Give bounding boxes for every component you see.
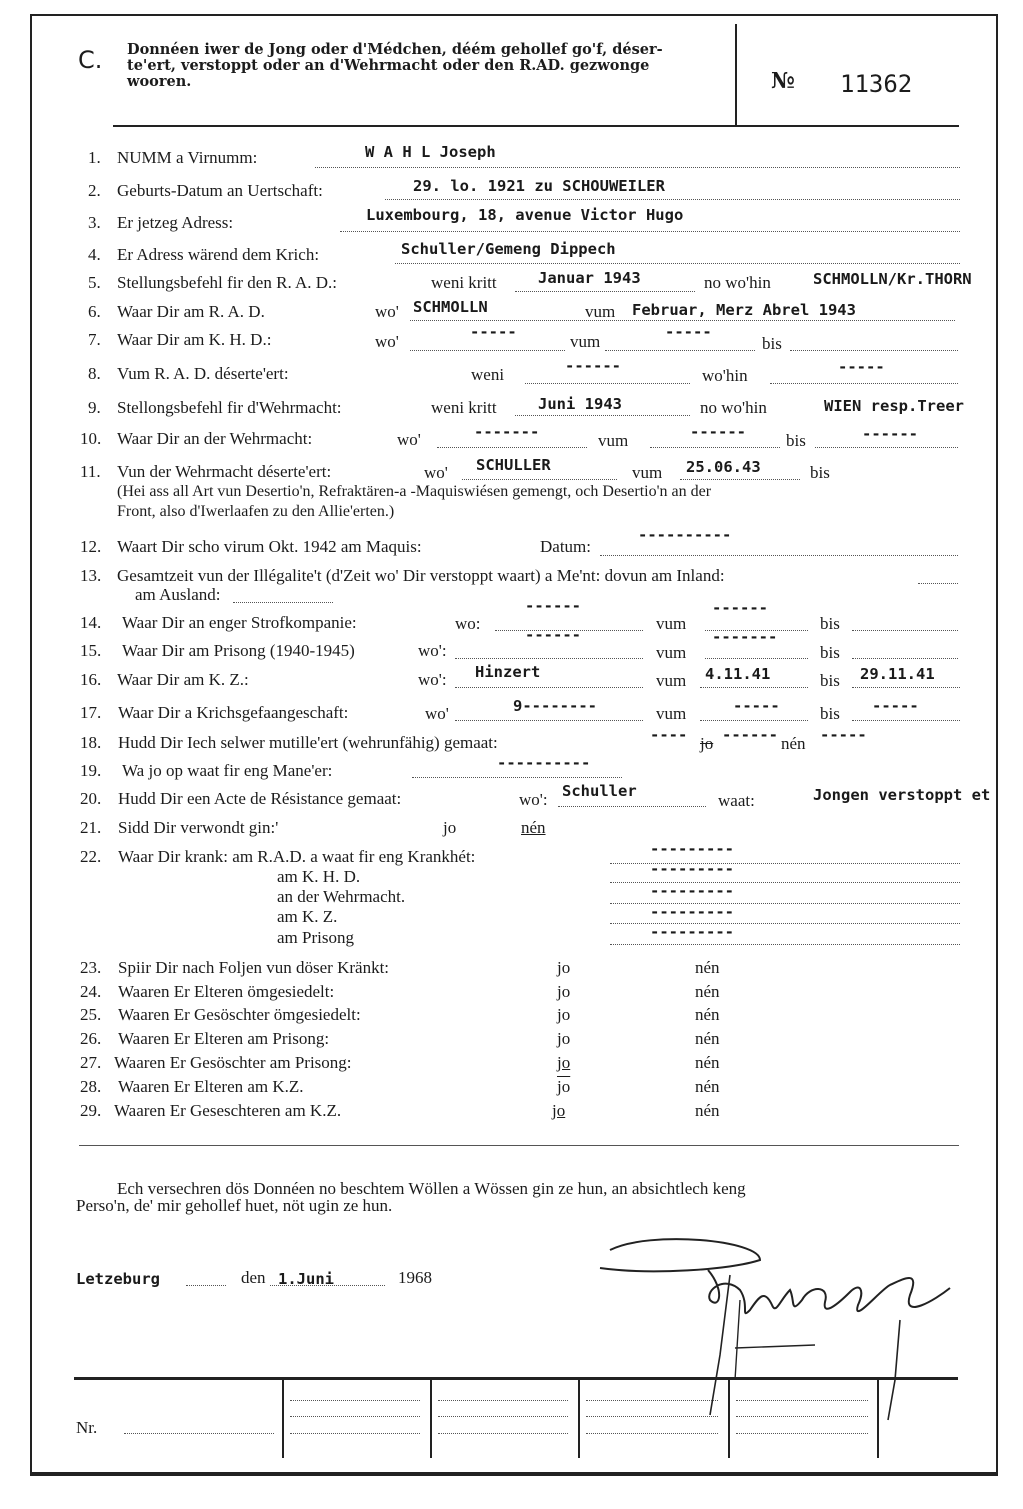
field-label-siblings-kz: Waaren Er Geseschteren am K.Z. xyxy=(114,1101,342,1120)
field-label-siblings-resettled: Waaren Er Gesöschter ömgesiedelt: xyxy=(118,1005,361,1024)
field-label-pow: Waar Dir a Krichsgefaangeschaft: xyxy=(118,703,349,722)
fill-line xyxy=(600,555,958,556)
fill-line xyxy=(410,320,955,321)
no-option: nén xyxy=(695,1077,720,1096)
fill-line xyxy=(610,944,960,945)
fill-line xyxy=(650,447,780,448)
fill-line xyxy=(438,1433,568,1434)
fill-line xyxy=(815,447,958,448)
to-label: bis xyxy=(762,334,782,353)
row-number: 29. xyxy=(80,1101,102,1120)
when-label: weni xyxy=(471,365,505,384)
field-label-khd: Waar Dir am K. H. D.: xyxy=(117,330,272,349)
from-label: vum xyxy=(656,671,687,690)
declaration-line-1: Ech versechren dös Donnéen no beschtem Wöllen a Wössen gin ze hun, an absichtlech keng xyxy=(117,1179,746,1198)
year-value: 1968 xyxy=(398,1268,432,1287)
row-number: 19. xyxy=(80,761,102,780)
fill-line xyxy=(315,167,960,168)
fill-line xyxy=(852,720,960,721)
row-number: 27. xyxy=(80,1053,102,1072)
fill-line xyxy=(700,720,808,721)
row-number: 20. xyxy=(80,789,102,808)
date-value: 1.Juni xyxy=(278,1270,334,1288)
fill-line xyxy=(605,350,755,351)
title-line-3: wooren. xyxy=(127,73,192,90)
field-value-maquis-date: ---------- xyxy=(638,526,732,544)
row-number: 10. xyxy=(80,429,102,448)
field-value-war-address: Schuller/Gemeng Dippech xyxy=(401,240,616,258)
sick-sub-wehrmacht: an der Wehrmacht. xyxy=(277,887,406,906)
field-value-birth: 29. lo. 1921 zu SCHOUWEILER xyxy=(413,177,665,195)
from-label: vum xyxy=(585,302,616,321)
dash: --------- xyxy=(650,840,734,858)
yes-option: jo xyxy=(557,1029,571,1048)
field-value-rad-place: SCHMOLLN xyxy=(413,298,488,316)
field-value-kz-to: 29.11.41 xyxy=(860,665,935,683)
field-value-prison-place: ------ xyxy=(525,626,581,644)
field-label-sick: Waar Dir krank: am R.A.D. a waat fir eng Krankhét: xyxy=(118,847,476,866)
field-value-resistance-place: Schuller xyxy=(562,782,637,800)
den-label: den xyxy=(241,1268,266,1287)
field-label-rad: Waar Dir am R. A. D. xyxy=(117,302,265,321)
field-value-rad-order-date: Januar 1943 xyxy=(538,269,641,287)
field-value-pow-from: ----- xyxy=(733,697,780,715)
field-label-manner: Wa jo op waat fir eng Mane'er: xyxy=(122,761,333,780)
no-option: nén xyxy=(695,1101,720,1120)
field-value-pow-place: 9-------- xyxy=(513,697,597,715)
field-label-birth: Geburts-Datum an Uertschaft: xyxy=(117,181,323,200)
field-label-mutilation: Hudd Dir Iech selwer mutille'ert (wehrunfähig) gemaat: xyxy=(118,733,498,752)
no-option: nén xyxy=(695,1029,720,1048)
field-value-desert-date: 25.06.43 xyxy=(686,458,761,476)
to-label: bis xyxy=(810,463,830,482)
nr-label: Nr. xyxy=(76,1418,98,1437)
field-value-wehrmacht-to: ------ xyxy=(862,425,918,443)
field-value-manner: ---------- xyxy=(497,754,591,772)
table-divider xyxy=(877,1378,879,1458)
table-divider xyxy=(282,1378,284,1458)
fill-line xyxy=(385,199,960,200)
fill-line xyxy=(233,602,333,603)
field-label-rad-desert: Vum R. A. D. déserte'ert: xyxy=(117,364,289,383)
yes-option: jo xyxy=(557,1005,571,1024)
fill-line xyxy=(852,630,958,631)
fill-line xyxy=(340,231,960,232)
fill-line xyxy=(770,383,958,384)
field-value-wehrmacht-order-place: WIEN resp.Treer xyxy=(824,397,964,415)
field-value-address: Luxembourg, 18, avenue Victor Hugo xyxy=(366,206,684,224)
when-label: weni kritt xyxy=(431,273,497,292)
field-value-kz-from: 4.11.41 xyxy=(705,665,771,683)
fill-line xyxy=(290,1433,420,1434)
from-label: vum xyxy=(656,614,687,633)
fill-line xyxy=(700,687,808,688)
row-number: 1. xyxy=(88,148,101,167)
fill-line xyxy=(705,658,808,659)
field-value-khd-from: ----- xyxy=(665,323,712,341)
what-label: waat: xyxy=(718,791,755,810)
field-value-khd-place: ----- xyxy=(470,323,517,341)
sick-sub-prison: am Prisong xyxy=(277,928,354,947)
field-value-prison-from: ------- xyxy=(712,628,778,646)
row-number: 25. xyxy=(80,1005,102,1024)
where-label: wo' xyxy=(424,463,448,482)
yes-option: jo xyxy=(700,734,714,753)
dash: --------- xyxy=(650,903,734,921)
field-label-parents-prison: Waaren Er Elteren am Prisong: xyxy=(118,1029,330,1048)
note-line-1: (Hei ass all Art vun Desertio'n, Refraktären-a -Maquiswiésen gemengt, och Desertio'n an der xyxy=(117,483,712,500)
row-number: 4. xyxy=(88,245,101,264)
sick-sub-kz: am K. Z. xyxy=(277,907,338,926)
note-line-2: Front, also d'Iwerlaafen zu den Allie'erten.) xyxy=(117,503,395,520)
sick-sub-khd: am K. H. D. xyxy=(277,867,361,886)
row-number: 14. xyxy=(80,613,102,632)
row-number: 23. xyxy=(80,958,102,977)
fill-line xyxy=(515,415,690,416)
row-number: 7. xyxy=(88,330,101,349)
where-label: wo' xyxy=(425,704,449,723)
from-label: vum xyxy=(632,463,663,482)
dash: --------- xyxy=(650,860,734,878)
field-value-penal-place: ------ xyxy=(525,597,581,615)
row-number: 8. xyxy=(88,364,101,383)
dash: ------ xyxy=(722,726,778,744)
field-label-penal: Waar Dir an enger Strofkompanie: xyxy=(122,613,357,632)
fill-line xyxy=(438,1400,568,1401)
row-number: 15. xyxy=(80,641,102,660)
from-label: vum xyxy=(570,332,601,351)
field-label-wounded: Sidd Dir verwondt gin:' xyxy=(118,818,279,837)
row-number: 9. xyxy=(88,398,101,417)
to-label: bis xyxy=(820,614,840,633)
fill-line xyxy=(918,583,958,584)
yes-option: jo xyxy=(443,818,457,837)
dash: ----- xyxy=(820,726,867,744)
field-label-siblings-prison: Waaren Er Gesöschter am Prisong: xyxy=(114,1053,352,1072)
yes-option: jo xyxy=(557,958,571,977)
where-label: wo' xyxy=(375,332,399,351)
row-number: 26. xyxy=(80,1029,102,1048)
from-label: vum xyxy=(598,431,629,450)
field-value-rad-desert-place: ----- xyxy=(838,358,885,376)
field-value-rad-period: Februar, Merz Abrel 1943 xyxy=(632,301,856,319)
table-divider xyxy=(728,1378,730,1458)
to-label: bis xyxy=(820,704,840,723)
fill-line xyxy=(852,658,958,659)
field-label-war-address: Er Adress wärend dem Krich: xyxy=(117,245,320,264)
fill-line xyxy=(455,658,643,659)
row-number: 11. xyxy=(80,462,101,481)
form-number: 11362 xyxy=(840,70,913,98)
fill-line xyxy=(736,1400,868,1401)
fill-line xyxy=(290,1416,420,1417)
field-value-desert-place: SCHULLER xyxy=(476,456,551,474)
yes-option: jo xyxy=(557,982,571,1001)
form-title xyxy=(127,42,722,90)
field-label-after-effects: Spiir Dir nach Foljen vun döser Kränkt: xyxy=(118,958,390,977)
header-rule xyxy=(113,125,959,127)
dash: ---- xyxy=(650,726,688,744)
dash: --------- xyxy=(650,923,734,941)
field-label-kz: Waar Dir am K. Z.: xyxy=(117,670,249,689)
field-label-name: NUMM a Virnumm: xyxy=(117,148,258,167)
date-label: Datum: xyxy=(540,537,591,556)
where-label: wo: xyxy=(455,614,481,633)
row-number: 18. xyxy=(80,733,102,752)
fill-line xyxy=(455,687,643,688)
no-option: nén xyxy=(695,1005,720,1024)
where-label: wo': xyxy=(519,790,548,809)
field-label-resistance: Hudd Dir een Acte de Résistance gemaat: xyxy=(118,789,402,808)
fill-line xyxy=(438,1416,568,1417)
field-value-wehrmacht-order-date: Juni 1943 xyxy=(538,395,622,413)
section-rule xyxy=(79,1145,959,1146)
field-value-resistance-what: Jongen verstoppt et xyxy=(813,786,991,804)
no-option: nén xyxy=(521,818,546,837)
row-number: 5. xyxy=(88,273,101,292)
fill-line xyxy=(186,1285,226,1286)
row-number: 16. xyxy=(80,670,102,689)
fill-line xyxy=(586,1416,718,1417)
yes-option: $\overline{jo}$ xyxy=(557,1077,571,1096)
no-option: nén xyxy=(695,982,720,1001)
row-number: 2. xyxy=(88,181,101,200)
where-label: wo': xyxy=(418,670,447,689)
place-value: Letzeburg xyxy=(76,1270,160,1288)
field-label-wehrmacht-order: Stellongsbefehl fir d'Wehrmacht: xyxy=(117,398,342,417)
declaration-line-2: Perso'n, de' mir gehollef huet, nöt ugin ze hun. xyxy=(76,1196,393,1215)
fill-line xyxy=(852,687,960,688)
fill-line xyxy=(680,479,800,480)
row-number: 12. xyxy=(80,537,102,556)
where-label: no wo'hin xyxy=(700,398,767,417)
title-line-1: Donnéen iwer de Jong oder d'Médchen, déém gehollef go'f, déser- xyxy=(127,41,663,58)
dash: --------- xyxy=(650,882,734,900)
section-letter: C. xyxy=(78,46,103,74)
fill-line xyxy=(290,1400,420,1401)
fill-line xyxy=(558,806,706,807)
from-label: vum xyxy=(656,704,687,723)
when-label: weni kritt xyxy=(431,398,497,417)
yes-option: jo xyxy=(557,1053,571,1072)
table-divider xyxy=(430,1378,432,1458)
fill-line xyxy=(437,447,587,448)
field-label-parents-kz: Waaren Er Elteren am K.Z. xyxy=(118,1077,304,1096)
fill-line xyxy=(790,350,958,351)
fill-line xyxy=(586,1400,718,1401)
title-line-2: te'ert, verstoppt oder an d'Wehrmacht oder den R.AD. gezwonge xyxy=(127,57,650,74)
field-value-penal-from: ------ xyxy=(712,599,768,617)
row-number: 21. xyxy=(80,818,102,837)
field-value-name: W A H L Joseph xyxy=(365,143,496,161)
fill-line xyxy=(412,777,622,778)
no-option: nén xyxy=(695,1053,720,1072)
field-label-maquis: Waart Dir scho virum Okt. 1942 am Maquis: xyxy=(117,537,422,556)
field-value-rad-order-place: SCHMOLLN/Kr.THORN xyxy=(813,270,972,288)
field-value-wehrmacht-from: ------ xyxy=(690,423,746,441)
field-label-address: Er jetzeg Adress: xyxy=(117,213,234,232)
field-value-kz-place: Hinzert xyxy=(475,663,541,681)
fill-line xyxy=(462,479,617,480)
field-value-rad-desert-date: ------ xyxy=(565,357,621,375)
to-label: bis xyxy=(820,643,840,662)
where-label: wo' xyxy=(375,302,399,321)
row-number: 22. xyxy=(80,847,102,866)
header-divider xyxy=(735,24,737,126)
yes-option: jo xyxy=(552,1101,566,1120)
row-number: 28. xyxy=(80,1077,102,1096)
field-label-rad-order: Stellungsbefehl fir den R. A. D.: xyxy=(117,273,338,292)
where-label: wo': xyxy=(418,641,447,660)
field-label-wehrmacht-desert: Vun der Wehrmacht déserte'ert: xyxy=(117,462,332,481)
from-label: vum xyxy=(656,643,687,662)
where-label: no wo'hin xyxy=(704,273,771,292)
table-divider xyxy=(578,1378,580,1458)
fill-line xyxy=(455,720,643,721)
fill-line xyxy=(410,350,565,351)
to-label: bis xyxy=(820,671,840,690)
table-top-rule xyxy=(74,1377,958,1380)
abroad-label: am Ausland: xyxy=(135,585,221,604)
fill-line xyxy=(736,1433,868,1434)
field-label-parents-resettled: Waaren Er Elteren ömgesiedelt: xyxy=(118,982,335,1001)
fill-line xyxy=(525,383,690,384)
field-label-prison: Waar Dir am Prisong (1940-1945) xyxy=(122,641,355,660)
field-value-pow-to: ----- xyxy=(872,697,919,715)
field-label-illegal: Gesamtzeit vun der Illégalite't (d'Zeit wo' Dir verstoppt waart) a Me'nt: dovun am Inland: xyxy=(117,566,725,585)
no-option: nén xyxy=(781,734,806,753)
row-number: 17. xyxy=(80,703,102,722)
where-label: wo'hin xyxy=(702,366,748,385)
fill-line xyxy=(736,1416,868,1417)
field-value-wehrmacht-place: ------- xyxy=(474,423,540,441)
row-number: 13. xyxy=(80,566,102,585)
where-label: wo' xyxy=(397,430,421,449)
fill-line xyxy=(395,263,960,264)
row-number: 3. xyxy=(88,213,101,232)
fill-line xyxy=(124,1433,274,1434)
to-label: bis xyxy=(786,431,806,450)
no-option: nén xyxy=(695,958,720,977)
row-number: 6. xyxy=(88,302,101,321)
number-symbol: № xyxy=(771,68,795,94)
fill-line xyxy=(586,1433,718,1434)
row-number: 24. xyxy=(80,982,102,1001)
fill-line xyxy=(515,291,695,292)
field-label-wehrmacht: Waar Dir an der Wehrmacht: xyxy=(117,429,313,448)
